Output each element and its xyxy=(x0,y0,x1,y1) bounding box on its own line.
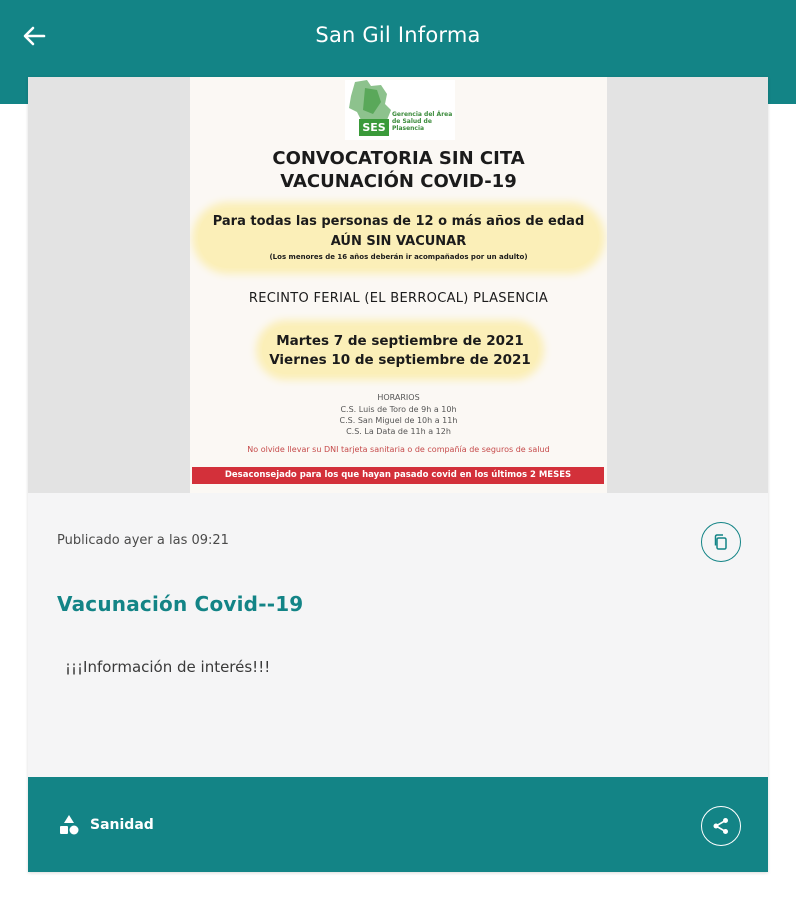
audience-line2: AÚN SIN VACUNAR xyxy=(330,234,467,249)
hero-image[interactable] xyxy=(28,77,768,493)
page-title: San Gil Informa xyxy=(315,23,481,47)
horario-item: C.S. Luis de Toro de 9h a 10h xyxy=(340,405,457,414)
published-date: Publicado ayer a las 09:21 xyxy=(57,533,229,548)
poster-warning: Desaconsejado para los que hayan pasado covid en los últimos 2 MESES xyxy=(192,467,604,484)
copy-icon xyxy=(712,533,730,551)
horario-item: C.S. San Miguel de 10h a 11h xyxy=(339,416,458,425)
shapes-icon xyxy=(58,814,80,836)
poster-date1: Martes 7 de septiembre de 2021 xyxy=(276,333,524,349)
post-title: Vacunación Covid--19 xyxy=(57,592,304,616)
ses-logo xyxy=(345,80,455,140)
card-footer xyxy=(28,777,768,872)
ses-badge: SES xyxy=(359,119,389,136)
audience-note: (Los menores de 16 años deberán ir acompañados por un adulto) xyxy=(269,253,528,261)
audience-bubble xyxy=(198,208,599,268)
poster-title-line2: VACUNACIÓN COVID-19 xyxy=(280,171,517,192)
share-button[interactable] xyxy=(701,806,741,846)
horarios-title: HORARIOS xyxy=(377,393,420,402)
poster-date2: Viernes 10 de septiembre de 2021 xyxy=(269,352,531,368)
poster-location: RECINTO FERIAL (EL BERROCAL) PLASENCIA xyxy=(248,291,549,306)
category-label[interactable]: Sanidad xyxy=(90,817,154,833)
horario-item: C.S. La Data de 11h a 12h xyxy=(346,427,451,436)
copy-button[interactable] xyxy=(701,522,741,562)
poster-title xyxy=(190,147,607,193)
news-card xyxy=(28,77,768,872)
audience-line1: Para todas las personas de 12 o más años de edad xyxy=(212,214,585,229)
poster-dates xyxy=(262,332,538,370)
share-icon xyxy=(711,816,731,836)
vaccination-poster xyxy=(190,77,607,493)
poster-reminder: No olvide llevar su DNI tarjeta sanitaria o de compañía de seguros de salud xyxy=(247,445,550,454)
ses-subtitle: Gerencia del Área de Salud de Plasencia xyxy=(392,111,453,132)
dates-bubble xyxy=(262,326,538,374)
poster-title-line1: CONVOCATORIA SIN CITA xyxy=(272,148,525,169)
horarios-list xyxy=(190,404,607,437)
post-body: ¡¡¡Información de interés!!! xyxy=(65,658,271,676)
